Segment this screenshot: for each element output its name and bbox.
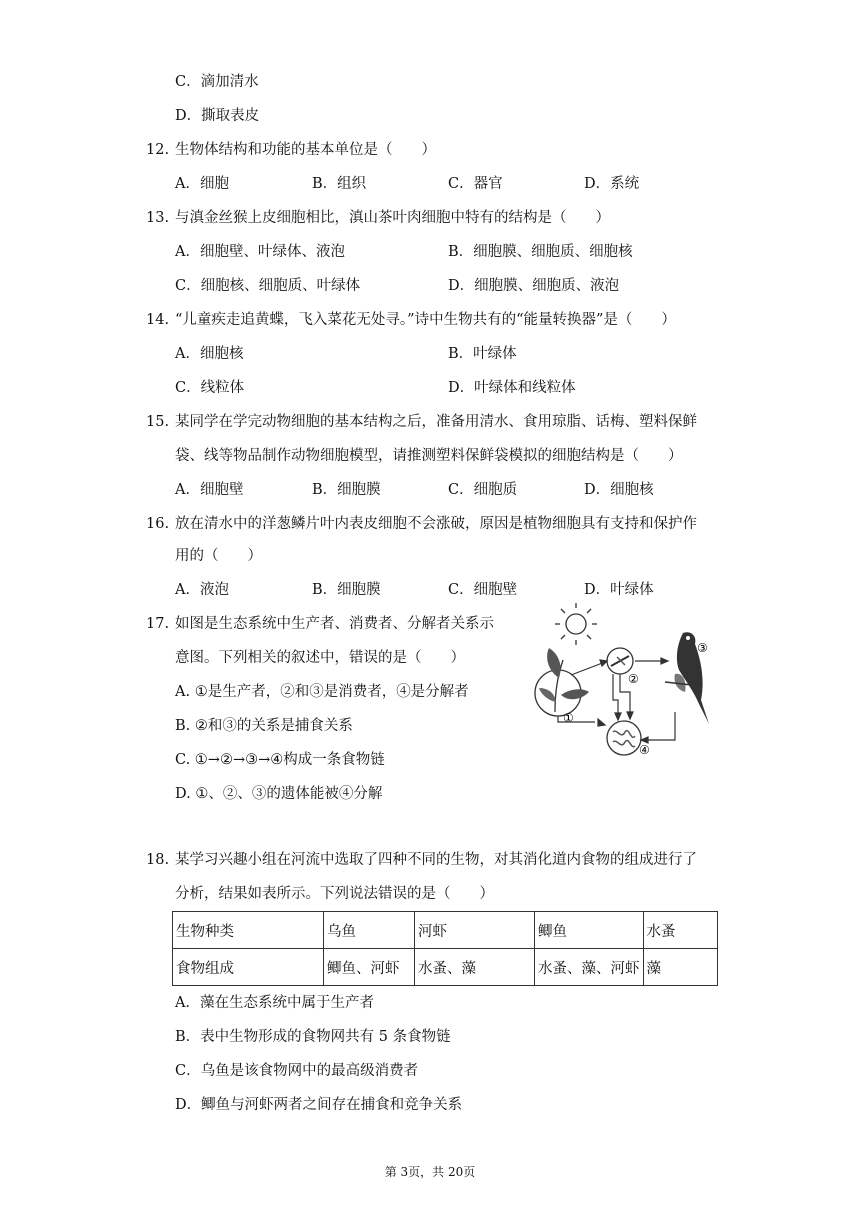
q15-option-c: C．细胞质 — [448, 482, 518, 498]
q18-number: 18. — [146, 852, 170, 868]
ecosystem-diagram — [525, 600, 725, 765]
q15-number: 15. — [146, 414, 170, 430]
table-cell: 水蚤 — [643, 912, 718, 949]
food-composition-table — [172, 911, 718, 986]
q18-stem-line1: 某学习兴趣小组在河流中选取了四种不同的生物，对其消化道内食物的组成进行了 — [175, 852, 697, 868]
insect-consumer-icon — [607, 648, 633, 674]
q18-stem-line2: 分析，结果如表所示。下列说法错误的是（ ） — [175, 886, 494, 902]
q17-stem-line1: 如图是生态系统中生产者、消费者、分解者关系示 — [175, 616, 494, 632]
q16-option-c: C．细胞壁 — [448, 582, 518, 598]
q16-stem-line1: 放在清水中的洋葱鳞片叶内表皮细胞不会涨破，原因是植物细胞具有支持和保护作 — [175, 516, 697, 532]
table-cell: 鲫鱼 — [535, 912, 644, 949]
label-2: ② — [628, 672, 639, 686]
q13-number: 13. — [146, 210, 170, 226]
q11-option-d: D．撕取表皮 — [175, 108, 260, 124]
q14-option-b: B．叶绿体 — [448, 346, 517, 362]
table-cell: 生物种类 — [173, 912, 324, 949]
q12-stem: 生物体结构和功能的基本单位是（ ） — [175, 142, 436, 158]
q15-option-b: B．细胞膜 — [312, 482, 381, 498]
q16-option-a: A．液泡 — [175, 582, 229, 598]
decomposer-icon — [607, 721, 641, 755]
q15-option-a: A．细胞壁 — [175, 482, 244, 498]
table-cell: 水蚤、藻、河虾 — [535, 949, 644, 986]
q16-option-b: B．细胞膜 — [312, 582, 381, 598]
q14-stem: “儿童疾走追黄蝶，飞入菜花无处寻。”诗中生物共有的“能量转换器”是（ ） — [175, 312, 676, 328]
q16-number: 16. — [146, 516, 170, 532]
q17-option-d: D. ①、②、③的遗体能被④分解 — [175, 786, 383, 802]
q13-option-c: C．细胞核、细胞质、叶绿体 — [175, 278, 361, 294]
table-row — [173, 949, 718, 986]
q18-option-d: D．鲫鱼与河虾两者之间存在捕食和竞争关系 — [175, 1097, 463, 1113]
q12-option-a: A．细胞 — [175, 176, 229, 192]
q14-option-d: D．叶绿体和线粒体 — [448, 380, 576, 396]
q12-option-d: D．系统 — [584, 176, 640, 192]
q15-stem-line2: 袋、线等物品制作动物细胞模型，请推测塑料保鲜袋模拟的细胞结构是（ ） — [175, 448, 683, 464]
q15-option-d: D．细胞核 — [584, 482, 654, 498]
table-cell: 鲫鱼、河虾 — [324, 949, 415, 986]
q13-option-b: B．细胞膜、细胞质、细胞核 — [448, 244, 633, 260]
q13-option-a: A．细胞壁、叶绿体、液泡 — [175, 244, 345, 260]
label-3: ③ — [697, 641, 708, 655]
q18-option-a: A．藻在生态系统中属于生产者 — [175, 995, 374, 1011]
q17-number: 17. — [146, 616, 170, 632]
q13-stem: 与滇金丝猴上皮细胞相比，滇山茶叶肉细胞中特有的结构是（ ） — [175, 210, 610, 226]
q13-option-d: D．细胞膜、细胞质、液泡 — [448, 278, 620, 294]
table-cell: 乌鱼 — [324, 912, 415, 949]
table-cell: 河虾 — [415, 912, 535, 949]
q14-option-a: A．细胞核 — [175, 346, 244, 362]
q12-number: 12. — [146, 142, 170, 158]
sun-icon — [555, 603, 597, 645]
page-footer: 第 3页，共 20页 — [384, 1165, 476, 1179]
label-1: ① — [563, 711, 574, 725]
flow-arrows — [558, 658, 675, 743]
q12-option-c: C．器官 — [448, 176, 503, 192]
label-4: ④ — [639, 743, 650, 757]
producer-plant-icon — [535, 648, 589, 716]
q11-option-c: C．滴加清水 — [175, 74, 259, 90]
q18-option-c: C．乌鱼是该食物网中的最高级消费者 — [175, 1063, 419, 1079]
q16-stem-line2: 用的（ ） — [175, 548, 262, 564]
table-cell: 藻 — [643, 949, 718, 986]
q17-option-a: A. ①是生产者，②和③是消费者，④是分解者 — [175, 684, 469, 700]
q12-option-b: B．组织 — [312, 176, 367, 192]
table-cell: 食物组成 — [173, 949, 324, 986]
q16-option-d: D．叶绿体 — [584, 582, 654, 598]
q18-option-b: B．表中生物形成的食物网共有 5 条食物链 — [175, 1029, 451, 1045]
table-cell: 水蚤、藻 — [415, 949, 535, 986]
q17-option-c: C. ①→②→③→④构成一条食物链 — [175, 752, 385, 768]
q14-option-c: C．线粒体 — [175, 380, 245, 396]
q17-option-b: B. ②和③的关系是捕食关系 — [175, 718, 353, 734]
q17-stem-line2: 意图。下列相关的叙述中，错误的是（ ） — [175, 650, 465, 666]
q14-number: 14. — [146, 312, 170, 328]
q15-stem-line1: 某同学在学完动物细胞的基本结构之后，准备用清水、食用琼脂、话梅、塑料保鲜 — [175, 414, 697, 430]
table-row — [173, 912, 718, 949]
